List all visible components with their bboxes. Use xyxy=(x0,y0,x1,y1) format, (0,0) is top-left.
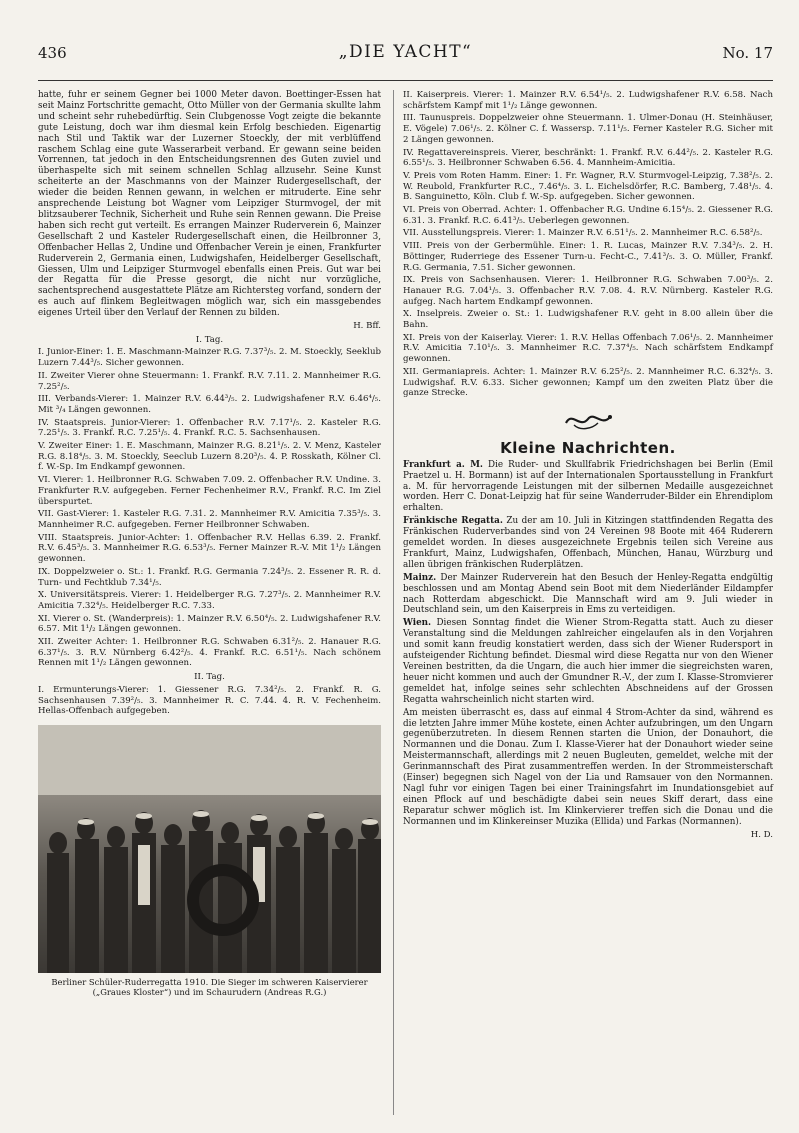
race-result: VIII. Preis von der Gerbermühle. Einer: 1. R. Lucas, Mainzer R.V. 7.34³/₅. 2. H. Böttinger, Ruderriege des Essener Turn-u. Fecht-C., 7.41³/₅. 3. O. Müller, Frankf. R.G. Germania, 7.51. Sicher gewonnen. xyxy=(403,241,773,273)
race-result: X. Universitätspreis. Vierer: 1. Heidelberger R.G. 7.27³/₅. 2. Mannheimer R.V. Amicitia 7.32⁴/₅. Heidelberger R.C. 7.33. xyxy=(38,590,381,611)
race-result: VII. Gast-Vierer: 1. Kasteler R.G. 7.31. 2. Mannheimer R.V. Amicitia 7.35³/₅. 3. Mannheimer R.C. aufgegeben. Ferner Heilbronner Schwaben. xyxy=(38,509,381,530)
race-result: III. Taunuspreis. Doppelzweier ohne Steuermann. 1. Ulmer-Donau (H. Steinhäuser, E. Vögele) 7.06¹/₅. 2. Kölner C. f. Wassersp. 7.11¹/₅. Ferner Kasteler R.G. Sicher mit 2 Längen gewonnen. xyxy=(403,113,773,145)
page-number: 436 xyxy=(38,44,67,62)
magazine-page xyxy=(38,38,773,1118)
left-column xyxy=(38,90,381,998)
day1-heading: I. Tag. xyxy=(195,334,224,345)
race-result: VI. Vierer: 1. Heilbronner R.G. Schwaben 7.09. 2. Offenbacher R.V. Undine. 3. Frankfurter R.V. aufgegeben. Ferner Fechenheimer R.V., Frankf. R.C. Im Ziel überspurtet. xyxy=(38,475,381,507)
news-lead: Wien. xyxy=(403,618,432,629)
news-lead: Fränkische Regatta. xyxy=(403,516,503,527)
photo-caption: Berliner Schüler-Ruderregatta 1910. Die Sieger im schweren Kaiservierer („Graues Kloster“) und im Schaurudern (Andreas R.G.) xyxy=(51,976,368,998)
race-result: IV. Regattavereinspreis. Vierer, beschränkt: 1. Frankf. R.V. 6.44²/₅. 2. Kasteler R.G. 6.55¹/₅. 3. Heilbronner Schwaben 6.56. 4. Mannheim-Amicitia. xyxy=(403,147,773,169)
day2-heading: II. Tag. xyxy=(194,672,225,683)
news-signature: H. D. xyxy=(750,829,773,840)
news-lead: Frankfurt a. M. xyxy=(403,459,483,470)
regatta-report-text: hatte, fuhr er seinem Gegner bei 1000 Meter davon. Boettinger-Essen hat seit Mainz Fortschritte gemacht, Otto Müller von der Germania skullte lahm und scheint sehr ruhebedürftig. Sein Clubgenosse Vogt zeigte die bekannte gute Leistung, doch war ihm diesmal kein Erfolg beschieden. Eigenartig nach Stil und Taktik war der Luzerner Stoeckly, der mit verblüffend raschem Schlag eine gute Wasserarbeit verband. Er gewann seine beiden Vorrennen, tat jedoch in den Entscheidungsrennen des Guten zuviel und überhaspelte sich mit seinem schnellen Schlag allzusehr. Seine Kunst scheiterte an der Maschmanns von der Mainzer Rudergesellschaft, der wieder die beiden Rennen gewann, in welchen er mitruderte. Eine sehr ansprechende Leistung bot Wagner vom Leipziger Sturmvogel, der mit blitzsauberer Technik, Sicherheit und Ruhe sein Rennen gewann. Die Preise haben sich recht gut verteilt. Es errangen Mainzer Ruderverein 6, Mainzer Gesellschaft 2 und Kasteler Rudergesellschaft einen, die Heilbronner 3, Offenbacher Hellas 2, Undine und Offenbacher Verein je einen, Frankfurter Ruderverein 2, Germania einen, Ludwigshafen, Heidelberger Gesellschaft, Giessen, Ulm und Leipziger Sturmvogel ebenfalls einen Preis. Gut war bei der Regatta für die Presse gesorgt, die nicht nur vorzügliche, sachentsprechend ausgestattete Plätze am Richtersteg vorfand, sondern der es auch auf flinkem Begleitwagen möglich war, sich ein massgebendes eigenes Urteil über den Verlauf der Rennen zu bilden. xyxy=(38,90,381,319)
race-result: VIII. Staatspreis. Junior-Achter: 1. Offenbacher R.V. Hellas 6.39. 2. Frankf. R.V. 6.45³/₅. 3. Mannheimer R.G. 6.53³/₅. Ferner Mainzer R.-V. Mit 1¹/₂ Längen gewonnen. xyxy=(38,532,381,565)
header-rule xyxy=(38,80,773,81)
news-item xyxy=(403,573,773,617)
race-result: III. Verbands-Vierer: 1. Mainzer R.V. 6.44³/₅. 2. Ludwigshafener R.V. 6.46⁴/₅. Mit ³/₄ Längen gewonnen. xyxy=(38,394,381,415)
race-result: II. Zweiter Vierer ohne Steuermann: 1. Frankf. R.V. 7.11. 2. Mannheimer R.G. 7.25²/₅. xyxy=(38,370,381,392)
report-signature: H. Bff. xyxy=(353,321,381,332)
race-result: II. Kaiserpreis. Vierer: 1. Mainzer R.V. 6.54¹/₅. 2. Ludwigshafener R.V. 6.58. Nach schärfstem Kampf mit 1¹/₂ Länge gewonnen. xyxy=(403,90,773,111)
race-result: XI. Preis von der Kaiserlay. Vierer: 1. R.V. Hellas Offenbach 7.06¹/₅. 2. Mannheimer R.V. Amicitia 7.10¹/₅. 3. Mannheimer R.C. 7.37⁴/₅. Nach schärfstem Endkampf gewonnen. xyxy=(403,332,773,365)
news-lead: Mainz. xyxy=(403,572,437,583)
news-text: Der Mainzer Ruderverein hat den Besuch der Henley-Regatta endgültig beschlossen und am Montag Abend sein Boot mit dem Niederländer Eildampfer nach Rotterdam abgeschickt. Die Mannschaft wird am 9. Juli wieder in Deutschland sein, um den Kaiserpreis in Ems zu verteidigen. xyxy=(403,572,773,616)
race-result: IX. Preis von Sachsenhausen. Vierer: 1. Heilbronner R.G. Schwaben 7.00³/₅. 2. Hanauer R.G. 7.04¹/₅. 3. Offenbacher R.V. 7.08. 4. R.V. Nürnberg. Kasteler R.G. aufgeg. Nach hartem Endkampf gewonnen. xyxy=(403,275,773,307)
race-result: X. Inselpreis. Zweier o. St.: 1. Ludwigshafener R.V. geht in 8.00 allein über die Bahn. xyxy=(403,309,773,331)
race-result: V. Zweiter Einer: 1. E. Maschmann, Mainzer R.G. 8.21¹/₅. 2. V. Menz, Kasteler R.G. 8.18⁴/₅. 3. M. Stoeckly, Seeclub Luzern 8.20³/₅. 4. P. Rosskath, Kölner Cl. f. W.-Sp. Im Endkampf gewonnen. xyxy=(38,441,381,473)
ornament-icon xyxy=(562,409,614,431)
team-photo xyxy=(38,725,381,973)
column-divider xyxy=(393,90,394,1115)
section-heading: Kleine Nachrichten. xyxy=(500,438,676,457)
race-result: I. Junior-Einer: 1. E. Maschmann-Mainzer R.G. 7.37³/₅. 2. M. Stoeckly, Seeklub Luzern 7.44³/₅. Sicher gewonnen. xyxy=(38,347,381,369)
news-text: Diesen Sonntag findet die Wiener Strom-Regatta statt. Auch zu dieser Veranstaltung sind die Meldungen zahlreicher eingelaufen als in den Vorjahren und somit kann freudig konstatiert werden, dass sich der Wiener Rudersport in aufsteigender Richtung befindet. Diesmal wird diese Regatta nur von den Wiener Vereinen bestritten, da die Ungarn, die auch hier immer die siegreichsten waren, heuer nicht kommen und auch der Gmundner R.-V., der zum I. Klasse-Stromvierer gemeldet hat, infolge seines sehr schlechten Abschneidens auf der Grossen Regatta wahrscheinlich nicht starten wird. xyxy=(403,618,773,705)
news-item xyxy=(403,618,773,705)
news-text: Die Ruder- und Skullfabrik Friedrichshagen bei Berlin (Emil Praetzel u. H. Bormann) ist auf der Internationalen Sportausstellung in Frankfurt a. M. für hervorragende Leistungen mit der silbernen Medaille ausgezeichnet worden. Herr C. Donat-Leipzig hat für seine Wanderruder-Bilder ein Ehrendiplom erhalten. xyxy=(403,459,774,514)
news-item xyxy=(403,516,773,571)
news-item xyxy=(403,460,773,515)
race-result: V. Preis vom Roten Hamm. Einer: 1. Fr. Wagner, R.V. Sturmvogel-Leipzig, 7.38²/₅. 2. W. Reubold, Frankfurter R.C., 7.46⁴/₅. 3. L. Eichelsdörfer, R.C. Bamberg, 7.48¹/₅. 4. B. Sanguinetto, Köln. Club f. W.-Sp. aufgegeben. Sicher gewonnen. xyxy=(403,170,773,203)
race-result: XII. Germaniapreis. Achter: 1. Mainzer R.V. 6.25²/₅. 2. Mannheimer R.C. 6.32⁴/₅. 3. Ludwigshaf. R.V. 6.33. Sicher gewonnen; Kampf um den zweiten Platz über die ganze Strecke. xyxy=(403,366,773,399)
right-column xyxy=(403,90,773,842)
race-result: VII. Ausstellungspreis. Vierer: 1. Mainzer R.V. 6.51¹/₅. 2. Mannheimer R.C. 6.58²/₅. xyxy=(403,228,763,239)
race-result: IV. Staatspreis. Junior-Vierer: 1. Offenbacher R.V. 7.17¹/₅. 2. Kasteler R.G. 7.25¹/₅. 3. Frankf. R.C. 7.25¹/₅. 4. Frankf. R.C. 5. Sachsenhausen. xyxy=(38,417,381,439)
race-result: IX. Doppelzweier o. St.: 1. Frankf. R.G. Germania 7.24³/₅. 2. Essener R. R. d. Turn- und Fechtklub 7.34¹/₅. xyxy=(38,566,381,588)
page-header xyxy=(38,38,773,68)
race-result: I. Ermunterungs-Vierer: 1. Giessener R.G. 7.34²/₅. 2. Frankf. R. G. Sachsenhausen 7.39²/₅. 3. Mannheimer R. C. 7.44. 4. R. V. Fechenheim. Hellas-Offenbach aufgegeben. xyxy=(38,684,381,717)
team-photo-figures xyxy=(38,725,381,973)
race-result: VI. Preis von Oberrad. Achter: 1. Offenbacher R.G. Undine 6.15⁴/₅. 2. Giessener R.G. 6.31. 3. Frankf. R.C. 6.41³/₅. Ueberlegen gewonnen. xyxy=(403,205,773,226)
race-result: XI. Vierer o. St. (Wanderpreis): 1. Mainzer R.V. 6.50⁴/₅. 2. Ludwigshafener R.V. 6.57. Mit 1¹/₂ Längen gewonnen. xyxy=(38,613,381,635)
news-text: Am meisten überrascht es, dass auf einmal 4 Strom-Achter da sind, während es die letzten Jahre immer Mühe kostete, einen Achter aufzubringen, um den Ungarn gegenüberzutreten. In diesem Rennen starten die Union, der Donauhort, die Normannen und die Donau. Zum I. Klasse-Vierer hat der Donauhort wieder seine Meistermannschaft, allerdings mit 2 neuen Bugleuten, gemeldet, welche mit der Gerinmannschaft des Pirat zusammentreffen werden. In der Strommeisterschaft (Einser) begegnen sich Nagel von der Lia und Ramsauer von den Normannen. Nagl fuhr vor einigen Tagen bei einer Trainingsfahrt im Inundationsgebiet auf einen Pflock auf und beschädigte dabei sein neues Skiff derart, dass eine Reparatur schwer möglich ist. Im Klinkervierer treffen sich die Donau und die Normannen und im Klinkereinser Muzika (Ellida) und Farkas (Normannen). xyxy=(403,707,773,827)
race-result: XII. Zweiter Achter: 1. Heilbronner R.G. Schwaben 6.31²/₅. 2. Hanauer R.G. 6.37¹/₅. 3. R.V. Nürnberg 6.42²/₅. 4. Frankf. R.C. 6.51¹/₅. Nach schönem Rennen mit 1¹/₂ Längen gewonnen. xyxy=(38,637,381,669)
magazine-title: „DIE YACHT“ xyxy=(338,42,473,62)
issue-number: No. 17 xyxy=(722,44,773,62)
news-item xyxy=(403,708,773,828)
news-text: Zu der am 10. Juli in Kitzingen stattfindenden Regatta des Fränkischen Ruderverbandes sind von 24 Vereinen 98 Boote mit 464 Ruderern gemeldet worden. In dieses ausgezeichnete Ergebnis teilen sich Vereine aus Frankfurt, Mainz, Ludwigshafen, Offenbach, München, Hanau, Würzburg und allen übrigen fränkischen Ruderplätzen. xyxy=(403,516,773,570)
